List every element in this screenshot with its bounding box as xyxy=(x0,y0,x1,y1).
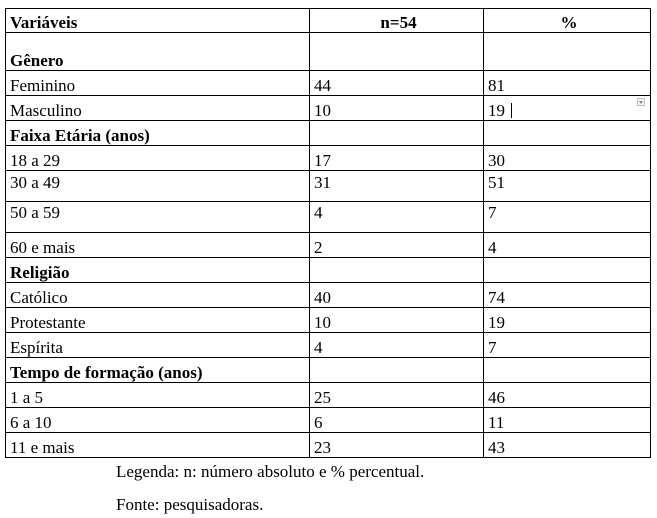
row-label: 1 a 5 xyxy=(6,383,310,408)
source-note: Fonte: pesquisadoras. xyxy=(116,495,264,514)
row-label: 50 a 59 xyxy=(6,202,310,233)
row-label: Católico xyxy=(6,283,310,308)
row-pct: 51 xyxy=(484,171,651,202)
table-row xyxy=(6,146,651,171)
section-title: Tempo de formação (anos) xyxy=(6,358,310,383)
section-row-religiao xyxy=(6,258,651,283)
table-header-row xyxy=(6,9,651,33)
table-row xyxy=(6,433,651,458)
row-pct: 30 xyxy=(484,146,651,171)
table-row xyxy=(6,408,651,433)
section-row-genero xyxy=(6,33,651,71)
section-row-faixa xyxy=(6,121,651,146)
text-cursor xyxy=(511,103,512,118)
row-pct: 81 xyxy=(484,71,651,96)
table-row xyxy=(6,96,651,121)
row-label: 60 e mais xyxy=(6,233,310,258)
table-row xyxy=(6,171,651,202)
row-label: 18 a 29 xyxy=(6,146,310,171)
header-variaveis: Variáveis xyxy=(6,9,310,33)
table-row xyxy=(6,333,651,358)
row-label: 30 a 49 xyxy=(6,171,310,202)
table-row xyxy=(6,202,651,233)
row-n: 10 xyxy=(310,308,484,333)
row-n: 31 xyxy=(310,171,484,202)
row-pct: 11 xyxy=(484,408,651,433)
row-n: 6 xyxy=(310,408,484,433)
row-n: 17 xyxy=(310,146,484,171)
section-title: Religião xyxy=(6,258,310,283)
table-row xyxy=(6,71,651,96)
section-title: Faixa Etária (anos) xyxy=(6,121,310,146)
row-label: Protestante xyxy=(6,308,310,333)
row-pct: 7 xyxy=(484,202,651,233)
row-label: Masculino xyxy=(6,96,310,121)
row-n: 10 xyxy=(310,96,484,121)
row-label: Feminino xyxy=(6,71,310,96)
row-n: 40 xyxy=(310,283,484,308)
row-pct: 7 xyxy=(484,333,651,358)
header-percent: % xyxy=(484,9,651,33)
row-pct: 4 xyxy=(484,233,651,258)
data-table xyxy=(5,8,651,458)
row-pct: 43 xyxy=(484,433,651,458)
row-n: 23 xyxy=(310,433,484,458)
section-title: Gênero xyxy=(6,33,310,71)
header-n: n=54 xyxy=(310,9,484,33)
row-label: 6 a 10 xyxy=(6,408,310,433)
row-n: 25 xyxy=(310,383,484,408)
row-pct: 74 xyxy=(484,283,651,308)
table-row xyxy=(6,308,651,333)
cell-options-icon[interactable] xyxy=(637,98,645,106)
row-n: 4 xyxy=(310,202,484,233)
table-row xyxy=(6,233,651,258)
table-row xyxy=(6,383,651,408)
table-row xyxy=(6,283,651,308)
row-n: 44 xyxy=(310,71,484,96)
row-n: 2 xyxy=(310,233,484,258)
row-pct: 46 xyxy=(484,383,651,408)
row-pct: 19 xyxy=(488,101,505,120)
row-label: Espírita xyxy=(6,333,310,358)
section-row-tempo xyxy=(6,358,651,383)
row-pct-cell[interactable] xyxy=(484,96,651,121)
legend-note: Legenda: n: número absoluto e % percentual. xyxy=(116,462,425,481)
row-n: 4 xyxy=(310,333,484,358)
row-pct: 19 xyxy=(484,308,651,333)
row-label: 11 e mais xyxy=(6,433,310,458)
